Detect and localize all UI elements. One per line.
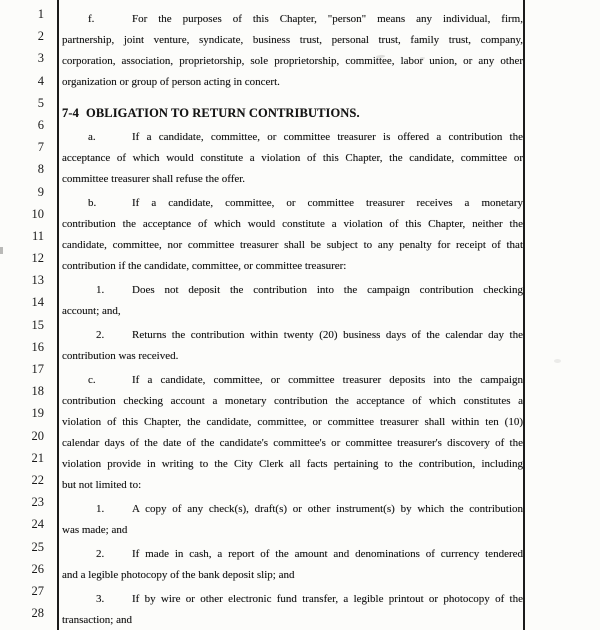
left-margin-rule — [57, 0, 59, 630]
text-line — [62, 589, 523, 610]
list-item — [62, 589, 523, 630]
paragraph-label: c. — [88, 374, 96, 386]
line-number: 22 — [31, 472, 44, 487]
scan-artifact — [420, 57, 425, 59]
text-line: account; and, — [62, 305, 121, 317]
line-number: 17 — [31, 362, 44, 376]
text-run: If a candidate, committee, or committee treasurer is offered a contribution the — [132, 131, 523, 143]
line-number: 4 — [37, 73, 44, 88]
line-number: 5 — [37, 95, 44, 110]
text-line: and a legible photocopy of the bank deposit slip; and — [62, 569, 295, 581]
paragraph-label: 2. — [96, 548, 105, 560]
paragraph — [62, 9, 523, 93]
text-line: partnership, joint venture, syndicate, business trust, personal trust, family trust, company, — [62, 34, 523, 46]
paragraph-label: f. — [88, 13, 95, 25]
text-run: OBLIGATION TO RETURN CONTRIBUTIONS. — [86, 106, 360, 120]
text-run: Returns the contribution within twenty (20) business days of the calendar day the — [132, 329, 523, 341]
right-margin-rule — [523, 0, 525, 630]
text-line — [62, 193, 523, 214]
section-number: 7-4 — [62, 106, 79, 120]
text-line — [62, 325, 523, 346]
line-number: 16 — [31, 339, 44, 354]
text-run: If a candidate, committee, or committee treasurer receives a monetary — [132, 197, 523, 209]
text-line — [62, 9, 523, 30]
line-number: 28 — [31, 606, 44, 621]
paragraph-label: 3. — [96, 593, 105, 605]
list-item — [62, 325, 523, 367]
line-number: 6 — [37, 117, 44, 132]
scan-artifact — [554, 359, 561, 363]
paragraph-label: 1. — [96, 284, 105, 296]
list-item — [62, 280, 523, 322]
paragraph-label: 2. — [96, 329, 105, 341]
line-number: 9 — [37, 184, 44, 199]
text-line: contribution checking account a monetary contribution the acceptance of which constitutes a — [62, 395, 523, 407]
line-number: 20 — [31, 428, 44, 443]
text-line: corporation, association, proprietorship, sole proprietorship, committee, labor union, or any other — [62, 55, 523, 67]
text-line — [62, 544, 523, 565]
paragraph — [62, 193, 523, 277]
line-number: 23 — [31, 495, 44, 510]
line-number: 14 — [31, 295, 44, 310]
text-line: committee treasurer shall refuse the offer. — [62, 173, 246, 185]
text-run: If by wire or other electronic fund transfer, a legible printout or photocopy of the — [132, 593, 523, 605]
line-number: 10 — [31, 206, 44, 221]
text-line: calendar days of the date of the candidate's committee's or committee treasurer's discovery of the — [62, 437, 523, 449]
section-heading — [62, 103, 523, 124]
line-number: 21 — [31, 450, 44, 465]
text-line: acceptance of which would constitute a violation of this Chapter, the candidate, committee or — [62, 152, 523, 164]
paragraph-label: b. — [88, 197, 97, 209]
text-line: violation provide in writing to the City Clerk all facts pertaining to the contribution, including — [62, 458, 523, 470]
paragraph-label: a. — [88, 131, 96, 143]
text-run: For the purposes of this Chapter, "person" means any individual, firm, — [132, 13, 523, 25]
line-number: 26 — [31, 561, 44, 576]
text-line: candidate, committee, nor committee treasurer shall be subject to any penalty for receipt of that — [62, 239, 523, 251]
line-number: 25 — [31, 539, 44, 554]
line-number: 8 — [37, 162, 44, 177]
line-number: 15 — [31, 317, 44, 332]
line-number: 27 — [31, 583, 44, 598]
text-line: but not limited to: — [62, 479, 142, 491]
text-line: contribution if the candidate, committee, or committee treasurer: — [62, 260, 347, 272]
line-number: 18 — [31, 384, 44, 399]
text-line — [62, 370, 523, 391]
text-line: organization or group of person acting in concert. — [62, 76, 280, 88]
paragraph-label: 1. — [96, 503, 105, 515]
text-line — [62, 127, 523, 148]
list-item — [62, 544, 523, 586]
line-number: 11 — [31, 228, 44, 243]
text-run: Does not deposit the contribution into the campaign contribution checking — [132, 284, 523, 296]
text-line — [62, 280, 523, 301]
text-line — [62, 499, 523, 520]
line-number: 3 — [37, 51, 44, 66]
line-number: 19 — [31, 406, 44, 421]
document-body — [62, 6, 523, 630]
text-run: If made in cash, a report of the amount and denominations of currency tendered — [132, 548, 523, 560]
text-run: If a candidate, committee, or committee treasurer deposits into the campaign — [132, 374, 523, 386]
line-number: 12 — [31, 251, 44, 266]
line-number: 7 — [37, 140, 44, 155]
text-line: contribution the acceptance of which would constitute a violation of this Chapter, neither the — [62, 218, 523, 230]
scan-artifact — [0, 247, 3, 254]
text-run: A copy of any check(s), draft(s) or other instrument(s) by which the contribution — [132, 503, 523, 515]
list-item — [62, 499, 523, 541]
text-line — [62, 103, 523, 124]
line-number: 24 — [31, 517, 44, 532]
text-line: contribution was received. — [62, 350, 179, 362]
text-line: violation of this Chapter, the candidate, committee, or committee treasurer shall within ten (10) — [62, 416, 523, 428]
line-number: 13 — [31, 273, 44, 288]
paragraph — [62, 370, 523, 496]
line-number-column — [0, 3, 44, 624]
text-line: transaction; and — [62, 614, 132, 626]
paragraph — [62, 127, 523, 190]
line-number: 1 — [37, 7, 44, 21]
text-line: was made; and — [62, 524, 128, 536]
line-number: 2 — [37, 29, 44, 44]
